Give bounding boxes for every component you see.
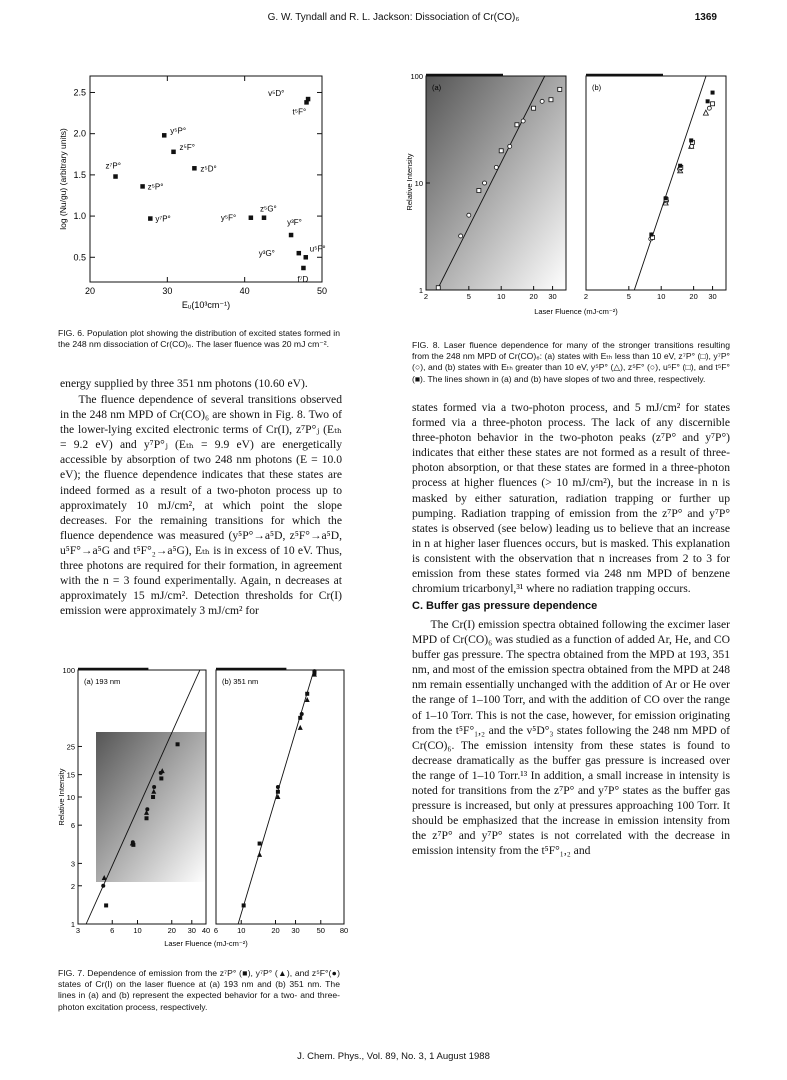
fig6-point-label: z⁵F° (179, 142, 195, 152)
fig6-data-point (262, 215, 267, 220)
fig6-caption: FIG. 6. Population plot showing the distribution of excited states formed in the 248 nm dissociation of Cr(CO)₆. The laser fluence was 20 mJ cm⁻². (58, 328, 340, 350)
fig8a-data-point (499, 149, 503, 153)
fig6-x-tick-label: 30 (162, 286, 173, 296)
fig7b-fit-line (238, 670, 314, 924)
fig7a-data-point (159, 776, 163, 780)
fig8a-data-point (467, 213, 471, 217)
fig7a-y-tick-label: 2 (70, 881, 75, 891)
fig6-point-label: y³G° (258, 249, 275, 259)
fig7b-x-tick-label: 50 (316, 926, 325, 935)
fig7b-data-point (258, 842, 262, 846)
fig8a-x-tick-label: 30 (548, 292, 557, 301)
fig8a-y-tick-label: 100 (410, 72, 423, 81)
fig6-plot-frame (90, 76, 322, 282)
fig7b-data-point (300, 712, 304, 716)
fig6-point-label: z⁵D° (200, 164, 217, 174)
fig7a-data-point (151, 795, 155, 799)
fig7a-y-tick-label: 6 (70, 821, 75, 831)
fig7a-y-tick-label: 100 (62, 666, 75, 675)
fig6-x-tick-label: 50 (316, 286, 328, 296)
fig8-caption: FIG. 8. Laser fluence dependence for many of the stronger transitions resulting from the 248 nm MPD of Cr(CO)₆: (a) states with Eₜₕ less than 10 eV, z⁷P° (□), y⁷P° (○), and (b) states with Eₜₕ greater than 10 eV, y⁵P° (△), z⁵F° (○), u⁵F° (□), and t⁵F° (■). The lines shown in (a) and (b) have slopes of two and three, respectively. (412, 340, 730, 384)
fig8a-shading (426, 76, 566, 290)
fig8a-data-point (540, 99, 544, 103)
fig8b-data-point (678, 164, 682, 168)
fig7a-data-point (145, 807, 149, 811)
fig7a-data-point (152, 785, 156, 789)
fig7b-data-point (312, 669, 316, 673)
fig7b-data-point (305, 692, 309, 696)
fig7b-data-point (298, 716, 302, 720)
left-paragraph-2: The fluence dependence of several transitions observed in the 248 nm MPD of Cr(CO)₆ are shown in Fig. 8. Two of the lower-lying excited electronic terms of Cr(I), z⁷P°ⱼ (Eₜₕ = 9.2 eV) and y⁷P°ⱼ (Eₜₕ = 9.9 eV) are energetically accessible by absorption of two 248 nm photons (E = 10.0 eV); the fluence dependence indicates that these states are indeed formed as a result of a two-photon process up to approximately 10 mJ/cm², at which point the slope decreases. For the remaining transitions for which the fluence dependence was measured (y⁵P°→a⁵D, z⁵F°→a⁵D, u⁵F°→a⁵G and t⁵F°₂→a⁵G), Eₜₕ is in excess of 10 eV. Thus, three photons are required for their formation, in agreement with the n = 3 found experimentally. Again, n decreases at approximately 15 mJ/cm². Detection thresholds for Cr(I) emission were approximately 3 mJ/cm² for (60, 393, 342, 618)
fig6-point-label: z⁷P° (105, 161, 121, 171)
fig6-x-tick-label: 20 (84, 286, 96, 296)
running-title: G. W. Tyndall and R. L. Jackson: Dissociation of Cr(CO)₆ (267, 12, 520, 23)
page-number: 1369 (694, 12, 717, 23)
fig6-y-tick-label: 2.0 (73, 128, 86, 139)
fig8a-data-point (558, 87, 562, 91)
fig8-y-axis-label: Relative Intensity (405, 153, 414, 211)
fig7a-data-point (145, 816, 149, 820)
fig6-data-point (249, 215, 254, 220)
fig6-data-point (148, 216, 153, 221)
fig7a-y-tick-label: 25 (66, 742, 75, 752)
fig6-x-tick-label: 40 (239, 286, 250, 296)
fig7b-x-tick-label: 80 (339, 926, 349, 935)
fig6-data-point (140, 184, 145, 189)
fig6-y-tick-label: 1.0 (73, 211, 86, 222)
fig8b-x-tick-label: 20 (689, 292, 698, 301)
fig7a-y-tick-label: 15 (66, 770, 75, 780)
fig6-y-axis-label: log (Nu/gu) (arbitrary units) (58, 128, 68, 230)
fig7b-data-point (276, 790, 280, 794)
fig8b-x-tick-label: 10 (657, 292, 666, 301)
running-header (0, 10, 787, 30)
fig7a-data-point (131, 840, 135, 844)
fig6-y-tick-label: 2.5 (73, 87, 86, 98)
fig7-y-axis-label: Relative Intensity (57, 768, 66, 826)
fig8b-fit-line (634, 76, 706, 290)
fig7b-data-point (298, 725, 303, 730)
fig8b-data-point (711, 102, 715, 106)
fig6-point-label: v⁵D° (268, 89, 285, 99)
fig7-x-axis-label: Laser Fluence (mJ-cm⁻²) (164, 939, 248, 948)
fig7b-data-point (257, 852, 262, 857)
fig6-point-label: z⁵P° (147, 182, 164, 192)
fig8b-data-point (703, 110, 708, 115)
right-paragraph-1: states formed via a two-photon process, and 5 mJ/cm² for states formed via a three-photon process. The lack of any discernible three-photon behavior in the two-photon peaks (z⁷P° and y⁷P°) indicates that either these states are not formed as a result of three-photon absorption, or that these states are formed in a three-photon process at higher fluences (> 10 mJ/cm²), but the increase in n is masked by either saturation, radiation trapping or further up pumping. Radiation trapping of emission from the z⁷P° and y⁷P° states is observed (see below) leading us to believe that an increase in n at higher laser fluences occurs, but is masked. This explanation is consistent with the observation that n increases from 2 to 3 for emission from these states formed via 248 nm MPD of benzene chromium tricarbonyl,³¹ where no radiation trapping occurs. (412, 401, 730, 596)
fig6-y-tick-label: 1.5 (73, 169, 86, 180)
fig8b-data-point (664, 196, 668, 200)
fig7-chart (56, 652, 349, 952)
right-paragraph-2: The Cr(I) emission spectra obtained following the excimer laser MPD of Cr(CO)₆ was studied as a function of added Ar, He, and CO buffer gas pressure. The spectra obtained from the MPD at 193, 351 nm, and most of the emission spectra obtained from the MPD at 248 nm remain essentially unchanged with the addition of Ar or He over the range of 1–100 Torr, and with the addition of CO over the range of 1–10 Torr. This is not the case, however, for emission originating from the t⁵F°₁,₂ and the v⁵D°₃ states following the 248 nm MPD of Cr(CO)₆. The emission intensity from these states is found to decrease dramatically as the buffer gas pressure is increased over the range of 1–10 Torr.¹³ In addition, a small increase in intensity is noted for transitions from the z⁷P° and y⁷P° states as the buffer gas pressure is increased, but only at pressures approaching 100 Torr. It should be emphasized that the increase in emission intensity from the z⁷P° and y⁷P° states is not correlated with the decrease in emission intensity from the t⁵F°₁,₂ and (412, 618, 730, 858)
fig7b-panel-label: (b) 351 nm (222, 677, 259, 686)
fig8a-y-tick-label: 10 (414, 179, 423, 188)
fig7b-x-tick-label: 10 (237, 926, 246, 935)
fig6-data-point (113, 174, 118, 179)
fig6-point-label: y⁵P° (170, 126, 187, 136)
fig7a-data-point (159, 771, 163, 775)
fig7b-data-point (242, 903, 246, 907)
fig7a-data-point (176, 742, 180, 746)
fig6-point-label: y⁵F° (220, 213, 237, 223)
fig8a-data-point (549, 98, 553, 102)
fig7b-x-tick-label: 30 (291, 926, 300, 935)
fig6-point-label: t⁵F° (292, 107, 307, 117)
fig8a-data-point (483, 181, 487, 185)
fig8b-x-tick-label: 30 (708, 292, 717, 301)
fig8b-x-tick-label: 2 (583, 292, 589, 301)
fig7a-x-tick-label: 6 (110, 926, 115, 935)
fig6-point-label: f⁷D (297, 274, 309, 284)
fig6-data-point (162, 133, 167, 138)
fig7b-x-tick-label: 20 (271, 926, 280, 935)
fig6-data-point (289, 233, 294, 238)
fig7a-x-tick-label: 20 (167, 926, 176, 935)
fig7a-data-point (101, 884, 105, 888)
fig8a-x-tick-label: 20 (529, 292, 538, 301)
fig8b-data-point (706, 99, 710, 103)
fig8a-data-point (459, 234, 463, 238)
fig6-data-point (297, 251, 302, 256)
fig8a-data-point (508, 144, 512, 148)
fig8a-x-tick-label: 5 (466, 292, 471, 301)
fig7a-data-point (104, 903, 108, 907)
fig6-chart (58, 62, 336, 320)
fig8b-data-point (689, 138, 693, 142)
fig8a-data-point (521, 119, 525, 123)
fig6-point-label: y⁷P° (155, 214, 171, 224)
fig7a-x-tick-label: 3 (75, 926, 81, 935)
fig7b-data-point (276, 785, 280, 789)
fig6-data-point (192, 166, 197, 171)
fig8b-data-point (690, 144, 694, 148)
left-paragraph-1: energy supplied by three 351 nm photons (10.60 eV). (60, 377, 308, 390)
fig7a-shading (96, 732, 206, 882)
fig7a-y-tick-label: 10 (66, 793, 75, 802)
fig7a-y-tick-label: 1 (70, 920, 75, 929)
fig8-chart (404, 62, 730, 324)
fig8a-data-point (494, 165, 498, 169)
journal-footer: J. Chem. Phys., Vol. 89, No. 3, 1 August 1988 (297, 1051, 490, 1062)
fig8b-data-point (649, 233, 653, 237)
fig8a-data-point (477, 189, 481, 193)
fig8b-x-tick-label: 5 (626, 292, 631, 301)
fig6-data-point (171, 150, 176, 155)
fig7-svg (56, 652, 349, 952)
fig8a-x-tick-label: 10 (497, 292, 506, 301)
fig7b-x-tick-label: 6 (213, 926, 219, 935)
fig8b-data-point (711, 91, 715, 95)
fig8a-data-point (532, 106, 536, 110)
fig7a-x-tick-label: 30 (187, 926, 196, 935)
fig7a-y-tick-label: 3 (70, 859, 75, 869)
fig7b-plot-frame (216, 670, 344, 924)
fig7-caption: FIG. 7. Dependence of emission from the z⁷P° (■), y⁷P° (▲), and z⁵F°(●) states of Cr(I) on the laser fluence at (a) 193 nm and (b) 351 nm. The lines in (a) and (b) represent the expected behavior for a two- and three-photon excitation process, respectively. (58, 968, 340, 1012)
fig8b-data-point (707, 106, 711, 110)
fig8a-panel-label: (a) (432, 83, 442, 92)
fig8a-data-point (436, 286, 440, 290)
fig7a-x-tick-label: 40 (201, 926, 211, 935)
fig8b-plot-frame (586, 76, 726, 290)
fig6-point-label: y³F° (287, 218, 302, 228)
fig6-y-tick-label: 0.5 (73, 252, 86, 263)
fig8a-data-point (515, 123, 519, 127)
fig6-svg (58, 62, 336, 320)
section-heading: C. Buffer gas pressure dependence (412, 600, 598, 612)
fig8a-y-tick-label: 1 (418, 286, 423, 295)
fig8-svg (404, 62, 730, 324)
fig8-x-axis-label: Laser Fluence (mJ-cm⁻²) (534, 307, 618, 316)
fig6-data-point (304, 100, 309, 105)
fig8b-panel-label: (b) (592, 83, 602, 92)
fig6-x-axis-label: Eᵤ(10³cm⁻¹) (181, 300, 231, 310)
fig6-data-point (304, 255, 309, 260)
fig7a-panel-label: (a) 193 nm (84, 677, 121, 686)
fig8a-x-tick-label: 2 (423, 292, 429, 301)
fig6-point-label: u⁵F° (309, 244, 326, 254)
fig6-point-label: z⁵G° (260, 204, 277, 214)
fig7a-x-tick-label: 10 (133, 926, 142, 935)
fig6-data-point (301, 266, 306, 271)
